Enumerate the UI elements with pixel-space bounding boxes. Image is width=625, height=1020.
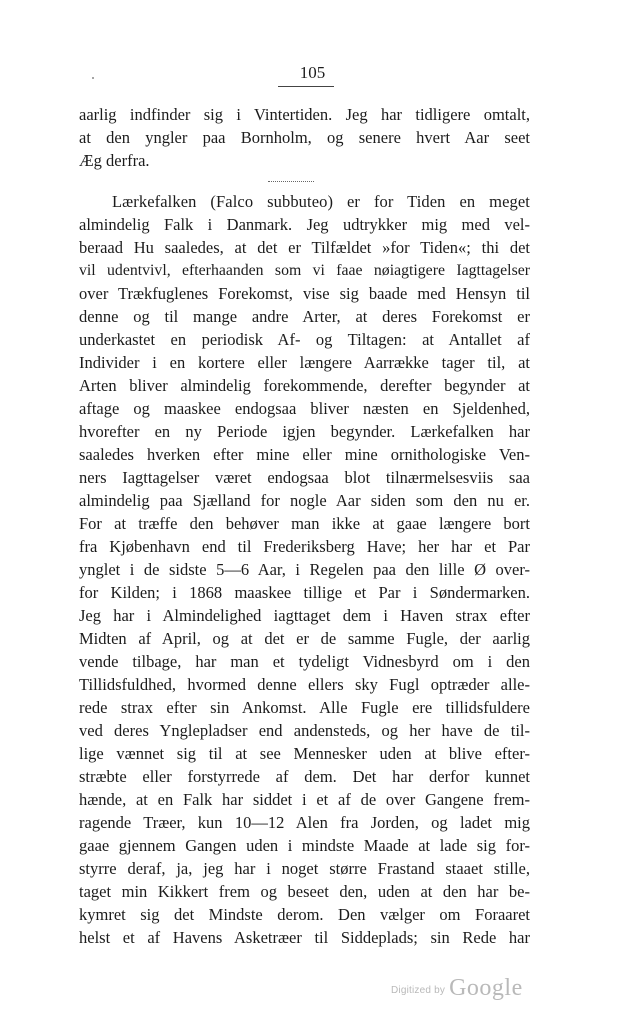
text-line: aftage og maaskee endogsaa bliver næsten en Sjeldenhed, xyxy=(79,399,530,418)
text-line: over Trækfuglenes Forekomst, vise sig baade med Hensyn til xyxy=(79,284,530,303)
text-line: gaae gjennem Gangen uden i mindste Maade at lade sig for- xyxy=(79,836,530,855)
text-line: stræbte eller forstyrrede af dem. Det har derfor kunnet xyxy=(79,767,530,786)
text-line: ners Iagttagelser været endogsaa blot tilnærmelsesviis saa xyxy=(79,468,530,487)
text-line: Midten af April, og at det er de samme Fugle, der aarlig xyxy=(79,629,530,648)
text-line: aarlig indfinder sig i Vintertiden. Jeg har tidligere omtalt, xyxy=(79,105,530,124)
watermark-brand: Google xyxy=(449,975,523,1001)
text-line: ynglet i de sidste 5—6 Aar, i Regelen paa den lille Ø over- xyxy=(79,560,530,579)
page-number-rule xyxy=(278,86,334,87)
text-line: taget min Kikkert frem og beseet den, uden at den har be- xyxy=(79,882,530,901)
text-line: at den yngler paa Bornholm, og senere hvert Aar seet xyxy=(79,128,530,147)
text-line: underkastet en periodisk Af- og Tiltagen: at Antallet af xyxy=(79,330,530,349)
text-line: beraad Hu saaledes, at det er Tilfældet »for Tiden«; thi det xyxy=(79,238,530,257)
text-line: almindelig paa Sjælland for nogle Aar siden som den nu er. xyxy=(79,491,530,510)
text-line: Arten bliver almindelig forekommende, derefter begynder at xyxy=(79,376,530,395)
text-line: saaledes hverken efter mine eller mine ornithologiske Ven- xyxy=(79,445,530,464)
digitized-by-google-watermark xyxy=(391,975,523,1002)
text-line: kymret sig det Mindste derom. Den vælger om Foraaret xyxy=(79,905,530,924)
watermark-prefix: Digitized by xyxy=(391,985,446,996)
text-line: Individer i en kortere eller længere Aarrække tager til, at xyxy=(79,353,530,372)
text-line: vil udentvivl, efterhaanden som vi faae nøiagtigere Iagttagelser xyxy=(79,262,530,279)
text-line: Jeg har i Almindelighed iagttaget dem i Haven strax efter xyxy=(79,606,530,625)
text-line: Æg derfra. xyxy=(79,151,150,170)
text-line: for Kilden; i 1868 maaskee tillige et Par i Søndermarken. xyxy=(79,583,530,602)
text-line: rede strax efter sin Ankomst. Alle Fugle ere tillidsfuldere xyxy=(79,698,530,717)
text-line: fra Kjøbenhavn end til Frederiksberg Have; her har et Par xyxy=(79,537,530,556)
text-line: denne og til mange andre Arter, at deres Forekomst er xyxy=(79,307,530,326)
text-line: hænde, at en Falk har siddet i et af de over Gangene frem- xyxy=(79,790,530,809)
text-line: hvorefter en ny Periode igjen begynder. Lærkefalken har xyxy=(79,422,530,441)
text-line: Tillidsfuldhed, hvormed denne ellers sky Fugl optræder alle- xyxy=(79,675,530,694)
text-line: vende tilbage, har man et tydeligt Vidnesbyrd om i den xyxy=(79,652,530,671)
paragraph-first-line: Lærkefalken (Falco subbuteo) er for Tiden en meget xyxy=(112,192,530,211)
section-divider xyxy=(268,181,314,182)
text-line: almindelig Falk i Danmark. Jeg udtrykker mig med vel- xyxy=(79,215,530,234)
page-number: 105 xyxy=(299,63,326,82)
text-line: helst et af Havens Asketræer til Siddeplads; sin Rede har xyxy=(79,928,530,947)
text-line: lige vænnet sig til at see Mennesker uden at blive efter- xyxy=(79,744,530,763)
text-line: ved deres Ynglepladser end andensteds, og her have de til- xyxy=(79,721,530,740)
text-line: For at træffe den behøver man ikke at gaae længere bort xyxy=(79,514,530,533)
text-line: styrre deraf, ja, jeg har i noget større Frastand staaet stille, xyxy=(79,859,530,878)
text-line: ragende Træer, kun 10—12 Alen fra Jorden, og ladet mig xyxy=(79,813,530,832)
